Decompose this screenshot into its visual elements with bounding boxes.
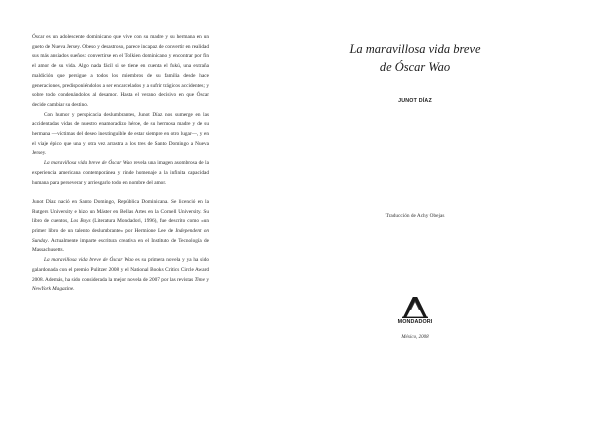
book-title-line-2: de Óscar Wao — [379, 60, 451, 74]
newspaper-title: Independent on Sunday — [32, 228, 209, 244]
back-cover-text — [32, 33, 209, 295]
book-title — [330, 40, 500, 76]
synopsis-paragraph-3: La maravillosa vida breve de Óscar Wao revela una imagen asombrosa de la experiencia americana contemporánea y rinde homenaje a la infinita capacidad humana para perseverar y arriesgarlo todo en nombre del amor. — [32, 160, 209, 186]
author-name: JUNOT DÍAZ — [398, 98, 432, 104]
book-title-los-boys: Los Boys — [70, 218, 91, 225]
place-and-date: México, 2008 — [401, 335, 429, 340]
synopsis-paragraph-1: Óscar es un adolescente dominicano que vive con su madre y su hermana en un gueto de Nueva Jersey. Obeso y desastroso, parece incapaz de convertir en realidad sus más ansiados sueños: convertirse en el Tolkien dominicano y encontrar por fin el amor de su vida. Algo nada fácil si se tiene en cuenta el fukú, una extraña maldición que persigue a todos los miembros de su familia desde hace generaciones, predisponiéndolos a ser encarcelados y a sufrir trágicos accidentes; y sobre todo condenándolos al desamor. Hasta el verano decisivo en que Óscar decide cambiar su destino. — [32, 34, 209, 108]
author-bio-paragraph-1: Junot Díaz nació en Santo Domingo, República Dominicana. Se licenció en la Rutgers University e hizo un Máster en Bellas Artes en la Cornell University. Su libro de cuentos, Los Boys (Literatura Mondadori, 1996), fue descrito como «un primer libro de un talento deslumbrante» por Hermione Lee de Independent on Sunday. Actualmente imparte escritura creativa en el Instituto de Tecnología de Massachusetts. — [32, 198, 210, 254]
translator-credit: Traducción de Achy Obejas — [385, 213, 445, 219]
magazine-title-time: Time — [194, 276, 205, 283]
author-bio-paragraph-2: La maravillosa vida breve de Óscar Wao es su primera novela y ya ha sido galardonada con el premio Pulitzer 2008 y el National Books Critics Circle Award 2008. Además, ha sido considerada la mejor novela de 2007 por las revistas Time y NewYork Magazine. — [32, 257, 209, 293]
novel-title-italic: La maravillosa vida breve de Óscar Wao — [44, 257, 134, 264]
publisher-name: MONDADORI — [397, 319, 433, 325]
magazine-title-newyork: NewYork Magazine — [32, 286, 74, 293]
book-title-line-1: La maravillosa vida breve — [349, 42, 481, 56]
mondadori-logo-icon — [402, 296, 428, 318]
publisher-logo — [389, 296, 441, 325]
novel-title-italic: La maravillosa vida breve de Óscar Wao — [44, 160, 133, 167]
synopsis-paragraph-2: Con humor y perspicacia deslumbrantes, Junot Díaz nos sumerge en las accidentadas vidas de nuestro enamoradizo héroe, de su hermosa madre y de su hermana —víctimas del deseo inextinguible de estar siempre en otro lugar—, y en el viaje épico que una y otra vez arrastra a los tres de Santo Domingo a Nueva Jersey. — [32, 111, 209, 157]
